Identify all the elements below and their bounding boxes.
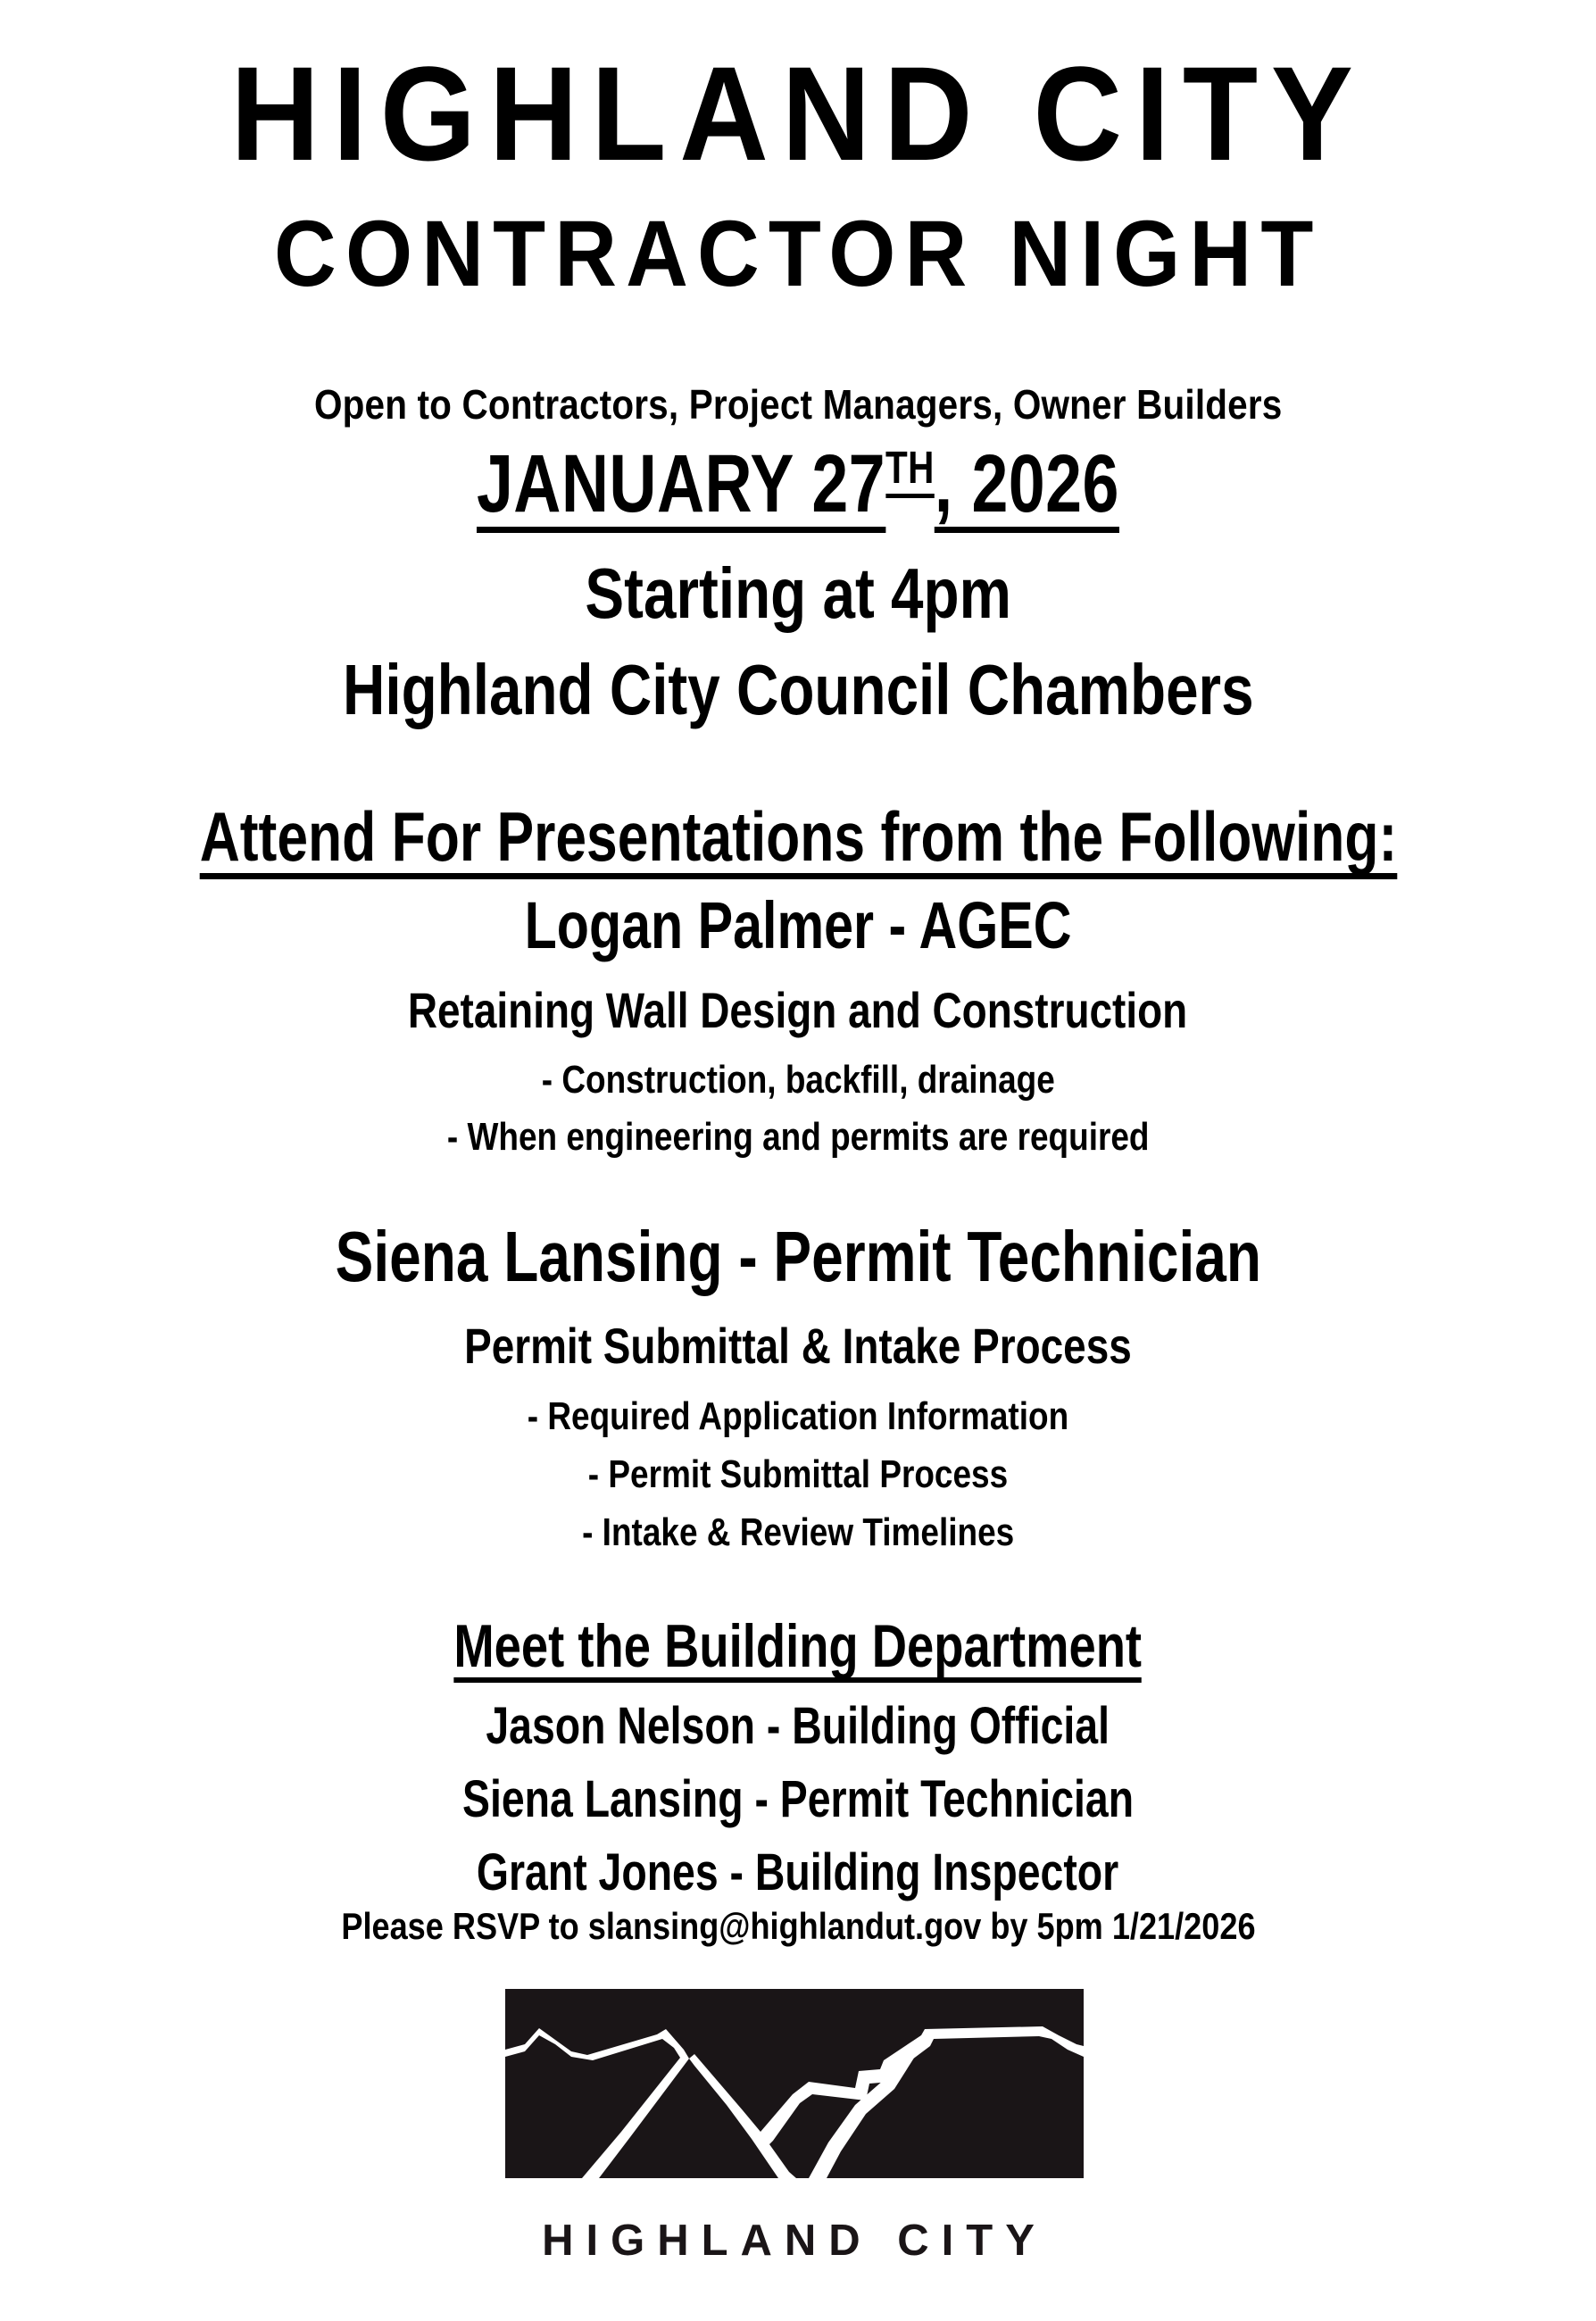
event-start-time-text: Starting at 4pm	[585, 553, 1011, 633]
presenter-bullet-2-2-text: - Intake & Review Timelines	[581, 1510, 1015, 1554]
presenter-topic-1-text: Retaining Wall Design and Construction	[408, 982, 1188, 1038]
staff-member-1	[0, 1770, 1596, 1828]
event-date-group	[477, 438, 1119, 533]
poster-title-secondary-text: CONTRACTOR NIGHT	[273, 202, 1323, 306]
event-location	[0, 650, 1596, 729]
presenter-name-1-text: Logan Palmer - AGEC	[524, 888, 1072, 962]
event-date	[0, 438, 1596, 533]
presenter-bullet-2-0-text: - Required Application Information	[527, 1394, 1069, 1438]
presenter-topic-2-text: Permit Submittal & Intake Process	[464, 1318, 1132, 1374]
presenter-bullet-1-0-text: - Construction, backfill, drainage	[541, 1058, 1055, 1102]
event-date-year: , 2026	[935, 443, 1119, 533]
presentations-heading-wrap	[199, 797, 1397, 879]
presenter-name-2-text: Siena Lansing - Permit Technician	[335, 1217, 1261, 1296]
staff-member-2-text: Grant Jones - Building Inspector	[477, 1843, 1119, 1901]
staff-member-0	[0, 1697, 1596, 1755]
rsvp-line	[0, 1905, 1596, 1947]
poster-title-primary	[0, 38, 1596, 188]
staff-member-2	[0, 1843, 1596, 1901]
presenter-bullet-1-1	[0, 1115, 1596, 1159]
presenter-topic-2	[0, 1318, 1596, 1374]
presenter-name-1	[0, 888, 1596, 962]
presenter-bullet-1-0	[0, 1058, 1596, 1102]
event-start-time	[0, 553, 1596, 633]
city-logo	[505, 1989, 1084, 2266]
department-heading-wrap	[453, 1612, 1143, 1683]
presenter-bullet-2-0	[0, 1394, 1596, 1438]
audience-line	[0, 381, 1596, 428]
poster-title-primary-text: HIGHLAND CITY	[229, 38, 1367, 188]
staff-member-1-text: Siena Lansing - Permit Technician	[461, 1770, 1135, 1828]
event-location-text: Highland City Council Chambers	[342, 650, 1254, 729]
presentations-heading-text: Attend For Presentations from the Following:	[199, 802, 1397, 879]
presentations-heading	[0, 797, 1596, 879]
mountain-range-logo-icon	[505, 1989, 1084, 2178]
presenter-bullet-2-1	[0, 1452, 1596, 1496]
city-logo-wordmark: HIGHLAND CITY	[542, 2217, 1047, 2265]
presenter-topic-1	[0, 982, 1596, 1038]
rsvp-text: Please RSVP to slansing@highlandut.gov by 5pm 1/21/2026	[340, 1905, 1256, 1947]
audience-text: Open to Contractors, Project Managers, Owner Builders	[313, 381, 1283, 428]
department-heading-text: Meet the Building Department	[454, 1616, 1143, 1683]
poster-title-secondary	[0, 202, 1596, 306]
event-date-monthday: JANUARY 27	[477, 443, 885, 533]
department-heading	[0, 1612, 1596, 1683]
presenter-bullet-2-1-text: - Permit Submittal Process	[587, 1452, 1009, 1496]
presenter-bullet-2-2	[0, 1510, 1596, 1554]
presenter-bullet-1-1-text: - When engineering and permits are required	[446, 1115, 1150, 1159]
staff-member-0-text: Jason Nelson - Building Official	[486, 1697, 1110, 1755]
event-date-ordinal: TH	[885, 442, 935, 498]
presenter-name-2	[0, 1217, 1596, 1296]
